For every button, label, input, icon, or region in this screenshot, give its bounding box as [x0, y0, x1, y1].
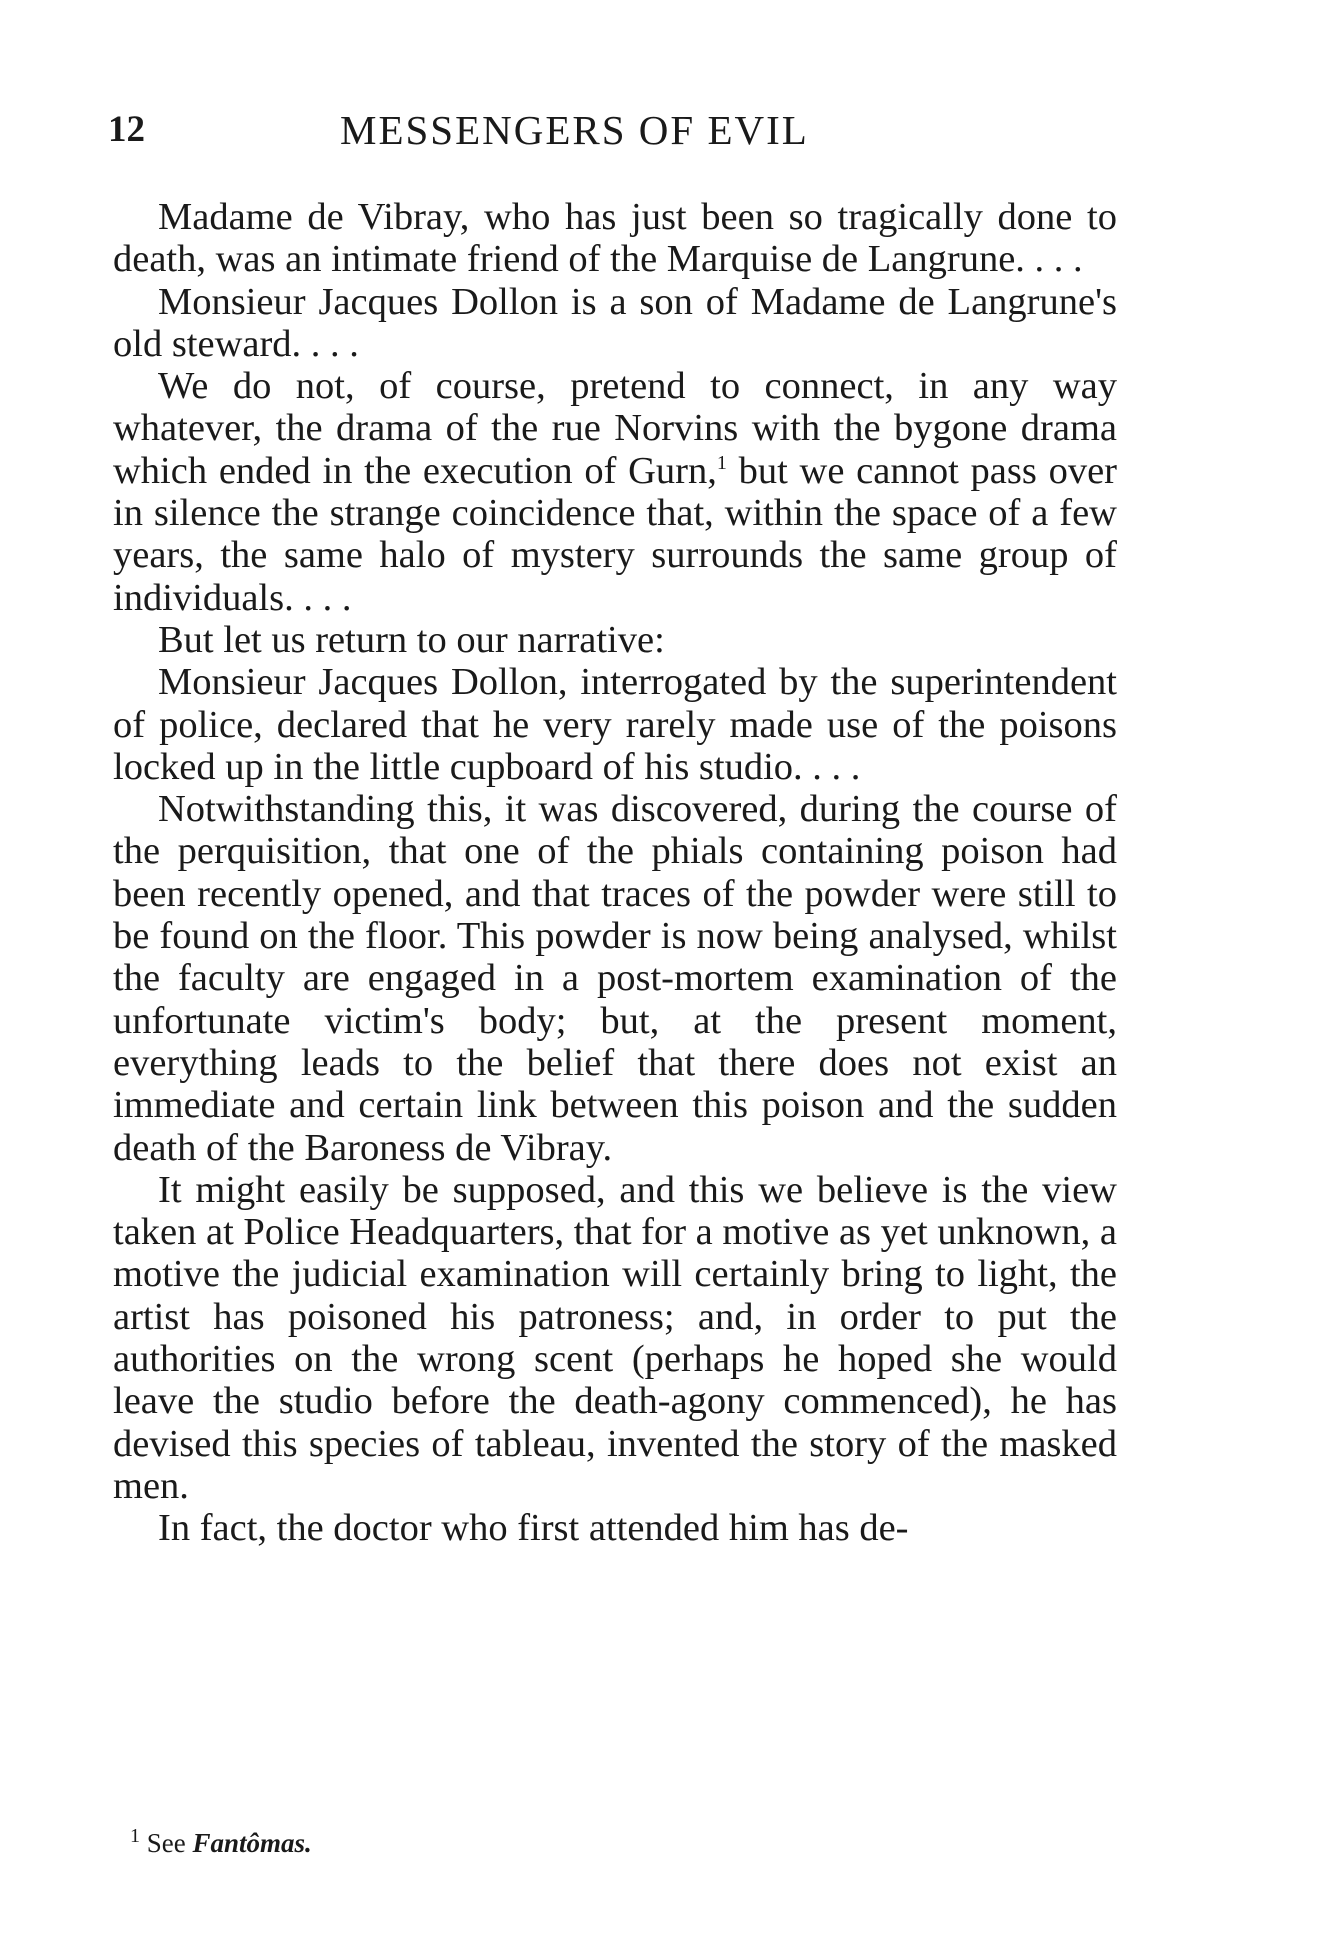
paragraph: It might easily be supposed, and this we believe is the view taken at Police Headquarters, that for a motive as yet unknown, a motive the judicial examination will certainly bring to light, the artist has poisoned his patroness; and, in order to put the authorities on the wrong scent (perhaps he hoped she would leave the studio before the death-agony commenced), he has devised this species of tableau, invented the story of the masked men.	[113, 1168, 1117, 1507]
footnote-prefix: See	[146, 1828, 193, 1858]
body-text	[113, 196, 1117, 1550]
footnote	[130, 1826, 312, 1860]
paragraph: Notwithstanding this, it was discovered, during the course of the perquisition, that one of the phials containing poison had been recently opened, and that traces of the powder were still to be found on the floor. This powder is now being analysed, whilst the faculty are engaged in a post-mortem examination of the unfortunate victim's body; but, at the present moment, everything leads to the belief that there does not exist an immediate and certain link between this poison and the sudden death of the Baroness de Vibray.	[113, 788, 1117, 1169]
paragraph: Monsieur Jacques Dollon is a son of Madame de Langrune's old steward. . . .	[113, 280, 1117, 365]
footnote-marker: 1	[716, 451, 727, 474]
paragraph-text: We do not, of course, pretend to connect, in any way whatever, the drama of the rue Norvins with the bygone drama which ended in the execution of Gurn,	[113, 365, 1117, 492]
paragraph: Monsieur Jacques Dollon, interrogated by the superintendent of police, declared that he very rarely made use of the poisons locked up in the little cupboard of his studio. . . .	[113, 661, 1117, 788]
footnote-number: 1	[130, 1825, 140, 1847]
running-title: MESSENGERS OF EVIL	[340, 107, 809, 153]
paragraph-text: but we cannot pass over in silence the strange coincidence that, within the space of a few years, the same halo of mystery surrounds the same group of individuals. . . .	[113, 449, 1117, 619]
page-header	[108, 100, 1118, 160]
paragraph: In fact, the doctor who first attended him has de-	[158, 1507, 909, 1550]
paragraph: But let us return to our narrative:	[158, 618, 665, 661]
page-number: 12	[108, 109, 145, 150]
paragraph: Madame de Vibray, who has just been so tragically done to death, was an intimate friend of the Marquise de Langrune. . . .	[113, 196, 1117, 281]
paragraph	[113, 365, 1117, 619]
footnote-title: Fantômas.	[192, 1828, 312, 1858]
